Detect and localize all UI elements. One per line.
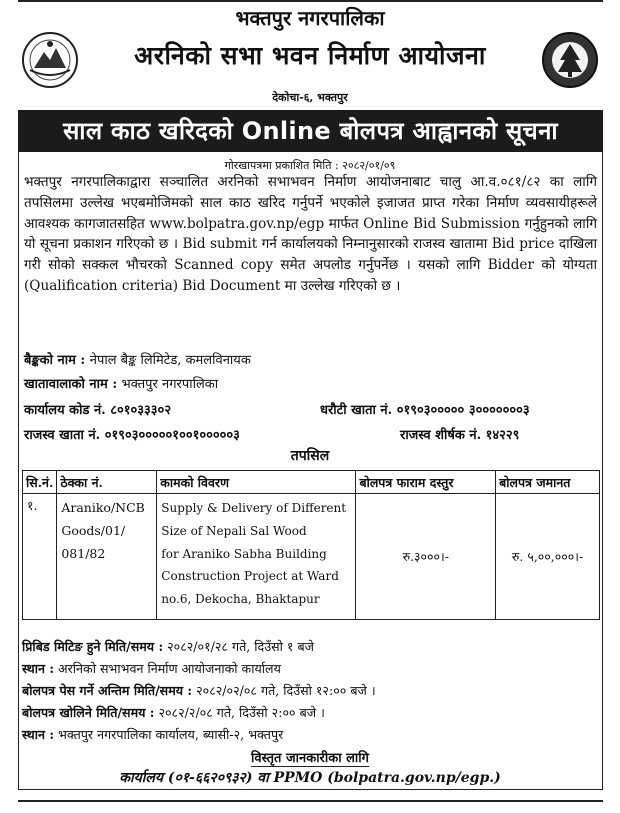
- project-title: अरनिको सभा भवन निर्माण आयोजना: [134, 41, 486, 70]
- schedule-table: [22, 470, 600, 620]
- bhaktapur-municipality-seal-icon: [540, 30, 600, 90]
- header-contract-no: ठेक्का नं.: [57, 471, 157, 494]
- prebid-line: [22, 638, 314, 655]
- submission-value: २०८२/०२/०८ गते, दिउँसो १२:०० बजे ।: [196, 683, 376, 698]
- description-line: Size of Nepali Sal Wood: [161, 523, 307, 538]
- contract-line: 081/82: [61, 545, 106, 561]
- revenue-head: राजस्व शीर्षक नं. १४२२९: [400, 428, 520, 443]
- header-description: कामको विवरण: [157, 471, 356, 494]
- cell-description: [157, 494, 356, 620]
- account-holder-value: भक्तपुर नगरपालिका: [121, 377, 219, 392]
- prebid-value: २०८२/०१/२८ गते, दिउँसो १ बजे: [167, 639, 314, 654]
- bank-name-label: बैङ्कको नाम :: [24, 353, 86, 368]
- top-rule: [18, 0, 603, 2]
- place1-line: [22, 660, 281, 677]
- submission-line: [22, 682, 376, 699]
- place2-value: भक्तपुर नगरपालिका कार्यालय, ब्यासी-२, भक्तपुर: [58, 727, 284, 742]
- municipality-name: भक्तपुर नगरपालिका: [235, 6, 385, 30]
- cell-bid-security: रु. ५,००,०००।-: [496, 494, 600, 620]
- notice-banner: साल काठ खरिदको Online बोलपत्र आह्वानको सूचना: [18, 110, 603, 152]
- place2-label: स्थान :: [22, 727, 54, 742]
- description-line: Construction Project at Ward: [161, 569, 339, 584]
- prebid-label: प्रिबिड मिटिङ हुने मिति/समय :: [22, 639, 164, 654]
- detail-heading-text: विस्तृत जानकारीका लागि: [250, 751, 369, 766]
- contract-line: Goods/01/: [61, 522, 126, 538]
- notice-body: भक्तपुर नगरपालिकाद्वारा सञ्चालित अरनिको सभाभवन निर्माण आयोजनाबाट चालु आ.व.०८१/८२ का लागि तपसिलमा उल्लेख भएबमोजिमको साल काठ खरिद गर्नुपर्ने भएकोले इजाजत प्राप्त गरेका निर्माण व्यवसायीहरूले आवश्यक कागजातसहित www.bolpatra.gov.np/egp मार्फत Online Bid Submission गर्नुहुनको लागि यो सूचना प्रकाशन गरिएको छ । Bid submit गर्न कार्यालयको निम्नानुसारको राजस्व खातामा Bid price दाखिला गरी सोको सक्कल भौचरको Scanned copy समेत अपलोड गर्नुपर्नेछ । यसको लागि Bidder को योग्यता (Qualification criteria) Bid Document मा उल्लेख गरिएको छ ।: [24, 174, 597, 294]
- bottom-rule: [18, 800, 603, 802]
- description-line: for Araniko Sabha Building: [161, 546, 327, 561]
- office-code: कार्यालय कोड नं. ८०१०३३३०२: [24, 403, 172, 418]
- published-date: गोरखापत्रमा प्रकाशित मिति : २०८२/०१/०९: [224, 159, 396, 172]
- cell-form-fee: रु.३०००।-: [356, 494, 496, 620]
- revenue-account: राजस्व खाता नं. ०१९०३०००००१००१०००००३: [24, 428, 240, 443]
- account-holder-label: खातावालाको नाम :: [24, 377, 118, 392]
- table-row: [23, 494, 600, 620]
- cell-sn: १.: [23, 494, 57, 620]
- place1-value: अरनिको सभाभवन निर्माण आयोजनाको कार्यालय: [58, 661, 281, 676]
- table-header-row: [23, 471, 600, 494]
- header-bid-security: बोलपत्र जमानत: [496, 471, 600, 494]
- bank-name-value: नेपाल बैङ्क लिमिटेड, कमलविनायक: [89, 353, 251, 368]
- nepal-government-emblem-icon: [20, 30, 80, 90]
- place1-label: स्थान :: [22, 661, 54, 676]
- contact-line: कार्यालय (०१-६६२०९३२) वा PPMO (bolpatra.gov.np/egp.): [119, 770, 501, 786]
- cell-contract-no: [57, 494, 157, 620]
- deposit-account: धरौटी खाता नं. ०१९०३००००० ३०००००००३: [320, 403, 530, 418]
- header-sn: सि.नं.: [23, 471, 57, 494]
- opening-label: बोलपत्र खोलिने मिति/समय :: [22, 705, 155, 720]
- project-address: देकोचा-६, भक्तपुर: [272, 91, 348, 104]
- place2-line: [22, 726, 283, 743]
- opening-line: [22, 704, 325, 721]
- detail-heading: [0, 748, 620, 766]
- submission-label: बोलपत्र पेस गर्ने अन्तिम मिति/समय :: [22, 683, 193, 698]
- contract-line: Araniko/NCB: [61, 500, 145, 515]
- bank-name-line: [24, 350, 251, 368]
- description-line: no.6, Dekocha, Bhaktapur: [161, 592, 320, 607]
- header-form-fee: बोलपत्र फाराम दस्तुर: [356, 471, 496, 494]
- opening-value: २०८२/२/०८ गते, दिउँसो २:०० बजे ।: [158, 705, 325, 720]
- description-line: Supply & Delivery of Different: [161, 501, 347, 515]
- schedule-title: तपसिल: [290, 448, 330, 464]
- account-holder-line: [24, 374, 218, 392]
